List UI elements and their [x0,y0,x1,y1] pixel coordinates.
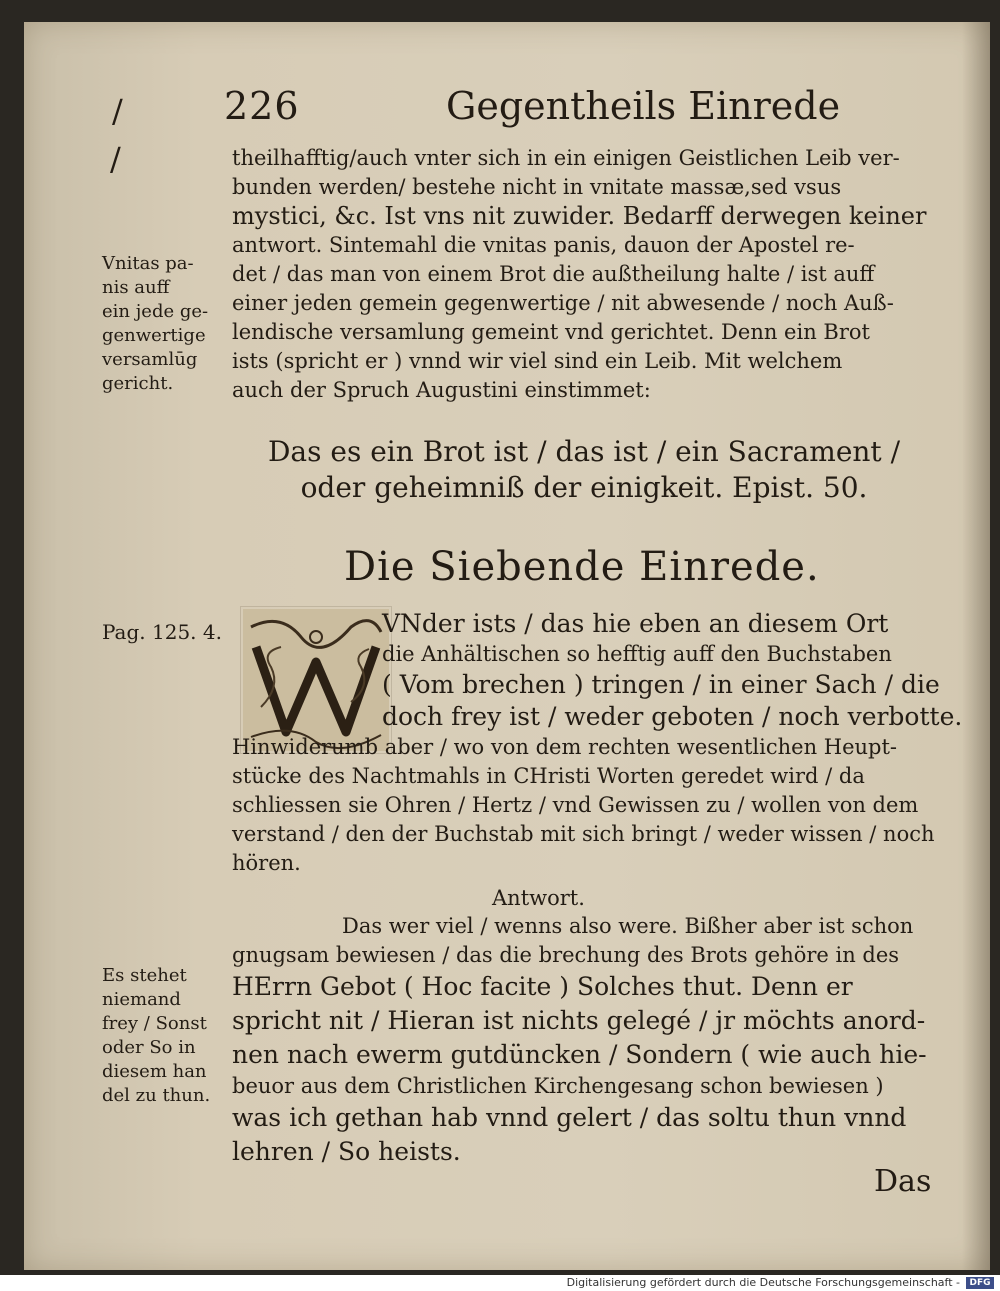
text-line: nen nach ewerm gutdüncken / Sondern ( wie auch hie- [232,1040,927,1069]
book-page [24,22,990,1270]
text-line: gnugsam bewiesen / das die brechung des Brots gehöre in des [232,943,900,967]
text-line: beuor aus dem Christlichen Kirchengesang schon bewiesen ) [232,1074,884,1098]
margin-note-line: gericht. [102,373,174,394]
text-line: auch der Spruch Augustini einstimmet: [232,378,651,402]
body-paragraph-2 [232,608,963,878]
margin-note-line: ein jede ge- [102,301,209,322]
text-line: lendische versamlung gemeint vnd gerichtet. Denn ein Brot [232,320,870,344]
footer-bar [0,1275,1000,1291]
dfg-credit: Digitalisierung gefördert durch die Deutsche Forschungsgemeinschaft - [566,1276,960,1289]
text-line: die Anhältischen so hefftig auff den Buchstaben [382,642,892,666]
margin-note-line: oder So in [102,1037,196,1058]
margin-note-line: Es stehet [102,965,187,986]
body-paragraph-3 [232,912,927,1169]
page-edge-shadow [962,22,990,1270]
text-line: verstand / den der Buchstab mit sich bringt / weder wissen / noch [232,822,935,846]
text-line: mystici, &c. Ist vns nit zuwider. Bedarff derwegen keiner [232,202,927,230]
text-line: Das wer viel / wenns also were. Bißher aber ist schon [342,914,914,938]
running-title: Gegentheils Einrede [446,84,841,128]
text-line: doch frey ist / weder geboten / noch verbotte. [382,702,963,731]
text-line: was ich gethan hab vnnd gelert / das soltu thun vnnd [232,1103,907,1132]
margin-note-page-ref: Pag. 125. 4. [102,620,222,644]
margin-note-vnitas [102,252,252,396]
margin-note-line: nis auff [102,277,170,298]
text-line: det / das man von einem Brot die außtheilung halte / ist auff [232,262,875,286]
margin-note-line: niemand [102,989,181,1010]
margin-note-line: frey / Sonst [102,1013,207,1034]
text-line: VNder ists / das hie eben an diesem Ort [382,609,889,638]
text-line: hören. [232,851,301,875]
dfg-logo-icon[interactable]: DFG [966,1277,994,1289]
text-line: schliessen sie Ohren / Hertz / vnd Gewissen zu / wollen von dem [232,793,919,817]
margin-mark: / [110,140,121,178]
margin-note-line: del zu thun. [102,1085,211,1106]
header-margin-mark: / [112,92,123,130]
page-number: 226 [224,84,300,128]
text-line: HErrn Gebot ( Hoc facite ) Solches thut. Denn er [232,972,853,1001]
margin-note-line: Vnitas pa- [102,253,194,274]
page-header [24,84,990,134]
margin-note-line: diesem han [102,1061,207,1082]
margin-note-line: versamlūg [102,349,198,370]
antwort-label: Antwort. [492,886,585,910]
margin-note-frey [102,964,252,1108]
text-line: ists (spricht er ) vnnd wir viel sind ein Leib. Mit welchem [232,349,843,373]
text-line: antwort. Sintemahl die vnitas panis, dauon der Apostel re- [232,233,855,257]
body-paragraph-1 [232,144,927,405]
text-line: stücke des Nachtmahls in CHristi Worten geredet wird / da [232,764,865,788]
text-line: theilhafftig/auch vnter sich in ein einigen Geistlichen Leib ver- [232,146,900,170]
quote-line: oder geheimniß der einigkeit. Epist. 50. [300,471,868,504]
section-heading: Die Siebende Einrede. [344,544,820,590]
text-line: lehren / So heists. [232,1137,461,1166]
text-line: bunden werden/ bestehe nicht in vnitate massæ,sed vsus [232,175,842,199]
augustine-quote [254,434,914,506]
text-line: Hinwiderumb aber / wo von dem rechten wesentlichen Heupt- [232,735,898,759]
quote-line: Das es ein Brot ist / das ist / ein Sacrament / [267,435,901,468]
catchword: Das [874,1164,932,1199]
margin-note-line: genwertige [102,325,206,346]
text-line: spricht nit / Hieran ist nichts gelegé / jr möchts anord- [232,1006,926,1035]
text-line: ( Vom brechen ) tringen / in einer Sach / die [382,670,940,699]
text-line: einer jeden gemein gegenwertige / nit abwesende / noch Auß- [232,291,894,315]
